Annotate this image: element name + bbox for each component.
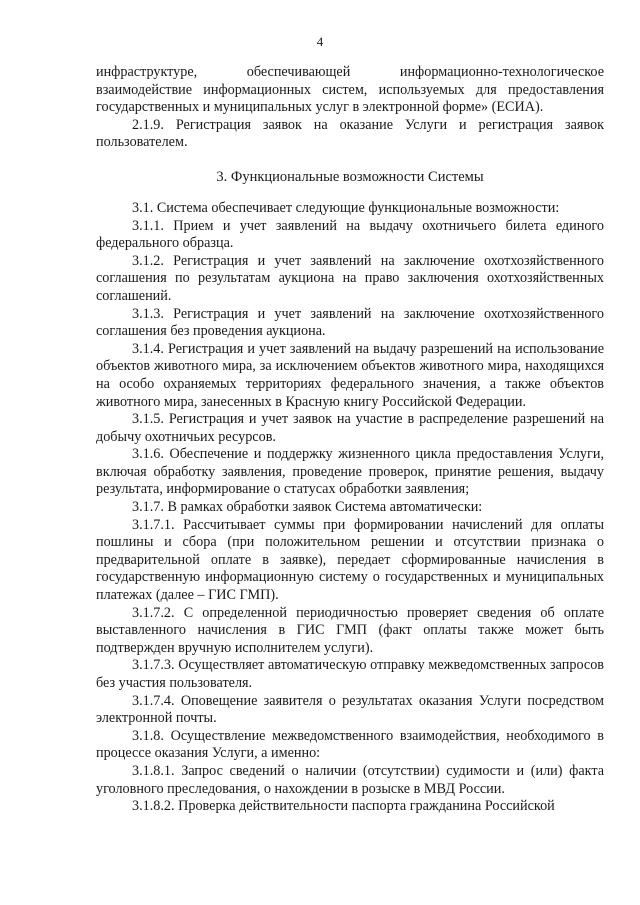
section-heading: 3. Функциональные возможности Системы	[216, 168, 484, 185]
paragraph-3-1-8-2: 3.1.8.2. Проверка действительности паспорта гражданина Российской	[132, 798, 555, 815]
paragraph-continuation: инфраструктуре, обеспечивающей информационно-технологическое взаимодействие информационных систем, используемых для предоставления государственных и муниципальных услуг в электронной форме» (ЕСИА).	[96, 64, 604, 116]
paragraph-3-1-7-3: 3.1.7.3. Осуществляет автоматическую отправку межведомственных запросов без участия пользователя.	[96, 657, 604, 691]
paragraph-3-1-8: 3.1.8. Осуществление межведомственного взаимодействия, необходимого в процессе оказания Услуги, а именно:	[96, 727, 604, 762]
paragraph-3-1-2: 3.1.2. Регистрация и учет заявлений на заключение охотхозяйственного соглашения по результатам аукциона на право заключения охотхозяйственных соглашений.	[96, 252, 604, 304]
paragraph-3-1-6: 3.1.6. Обеспечение и поддержку жизненного цикла предоставления Услуги, включая обработку заявления, проведение проверок, принятие решения, выдачу результата, информирование о статусах обработки заявления;	[96, 446, 604, 498]
paragraph-3-1-8-1: 3.1.8.1. Запрос сведений о наличии (отсутствии) судимости и (или) факта уголовного преследования, о нахождении в розыске в МВД России.	[96, 762, 604, 797]
document-body	[96, 64, 604, 816]
paragraph-2-1-9: 2.1.9. Регистрация заявок на оказание Услуги и регистрация заявок пользователем.	[96, 116, 604, 151]
paragraph-3-1-3: 3.1.3. Регистрация и учет заявлений на заключение охотхозяйственного соглашения без проведения аукциона.	[96, 305, 604, 340]
paragraph-3-1: 3.1. Система обеспечивает следующие функциональные возможности:	[132, 199, 560, 216]
paragraph-3-1-7-2: 3.1.7.2. С определенной периодичностью проверяет сведения об оплате выставленного начисления в ГИС ГМП (факт оплаты также может быть подтвержден вручную исполнителем услуги).	[96, 604, 604, 656]
paragraph-3-1-7-1: 3.1.7.1. Рассчитывает суммы при формировании начислений для оплаты пошлины и сбора (при положительном решении и отсутствии признака о предварительной оплате в заявке), передает сформированные начисления в государственную информационную систему о государственных и муниципальных платежах (далее – ГИС ГМП).	[96, 516, 604, 604]
paragraph-3-1-7-4: 3.1.7.4. Оповещение заявителя о результатах оказания Услуги посредством электронной почты.	[96, 692, 604, 727]
paragraph-3-1-1: 3.1.1. Прием и учет заявлений на выдачу охотничьего билета единого федерального образца.	[96, 217, 604, 252]
page-number: 4	[316, 34, 324, 49]
paragraph-3-1-4: 3.1.4. Регистрация и учет заявлений на выдачу разрешений на использование объектов животного мира, за исключением объектов животного мира, находящихся на особо охраняемых территориях федерального значения, а также объектов животного мира, занесенных в Красную книгу Российской Федерации.	[96, 340, 604, 410]
paragraph-3-1-5: 3.1.5. Регистрация и учет заявок на участие в распределение разрешений на добычу охотничьих ресурсов.	[96, 411, 604, 445]
paragraph-3-1-7: 3.1.7. В рамках обработки заявок Система автоматически:	[132, 499, 483, 516]
